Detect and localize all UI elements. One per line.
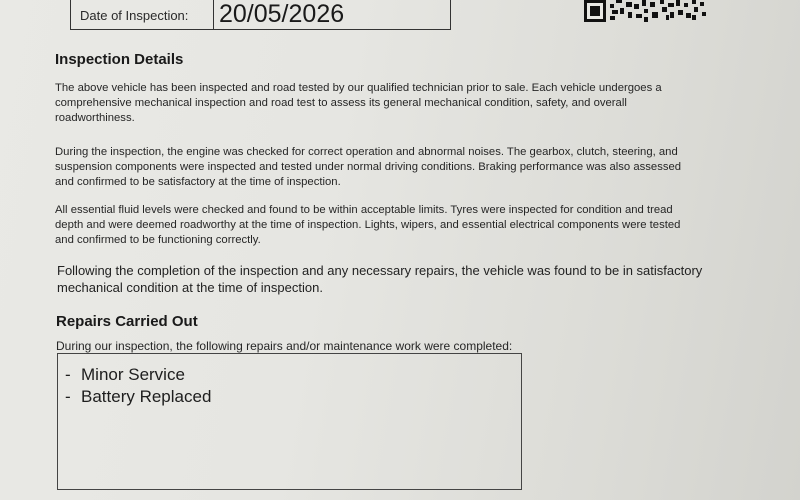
paragraph-line: Following the completion of the inspection and any necessary repairs, the vehicle was found to be in satisfactory (57, 263, 703, 278)
inspection-paragraph-3 (55, 203, 680, 248)
date-value: 20/05/2026 (219, 0, 345, 28)
paragraph-line: The above vehicle has been inspected and road tested by our qualified technician prior to sale. Each vehicle undergoes a (55, 82, 662, 94)
repair-item (65, 365, 185, 385)
repairs-heading: Repairs Carried Out (56, 313, 198, 330)
inspection-details-heading: Inspection Details (55, 51, 184, 68)
inspection-paragraph-4 (57, 262, 702, 296)
repair-item-label: Minor Service (81, 365, 185, 384)
date-of-inspection-field (70, 0, 451, 30)
repairs-list-box (57, 353, 522, 490)
qr-code-icon (582, 0, 712, 22)
inspection-paragraph-2 (55, 145, 681, 190)
paragraph-line: All essential fluid levels were checked and found to be within acceptable limits. Tyres were inspected for condition and tread (55, 204, 673, 216)
date-label: Date of Inspection: (71, 0, 214, 29)
list-bullet: - (65, 365, 71, 384)
repairs-intro-text: During our inspection, the following repairs and/or maintenance work were completed: (56, 339, 513, 353)
repair-item-label: Battery Replaced (81, 387, 212, 406)
paragraph-line: comprehensive mechanical inspection and road test to assess its general mechanical condition, safety, and overall (55, 97, 627, 109)
repair-item (65, 387, 211, 407)
paragraph-line: roadworthiness. (55, 112, 135, 124)
paragraph-line: During the inspection, the engine was checked for correct operation and abnormal noises. The gearbox, clutch, steering, and (55, 146, 678, 158)
inspection-paragraph-1 (55, 81, 662, 126)
paragraph-line: mechanical condition at the time of inspection. (57, 280, 323, 295)
paragraph-line: and confirmed to be functioning correctly. (55, 234, 261, 246)
paragraph-line: and confirmed to be satisfactory at the time of inspection. (55, 176, 341, 188)
list-bullet: - (65, 387, 71, 406)
paragraph-line: suspension components were inspected and tested under normal driving conditions. Braking performance was also assessed (55, 161, 682, 173)
paragraph-line: depth and were deemed roadworthy at the time of inspection. Lights, wipers, and essential electrical components were tested (55, 219, 681, 231)
